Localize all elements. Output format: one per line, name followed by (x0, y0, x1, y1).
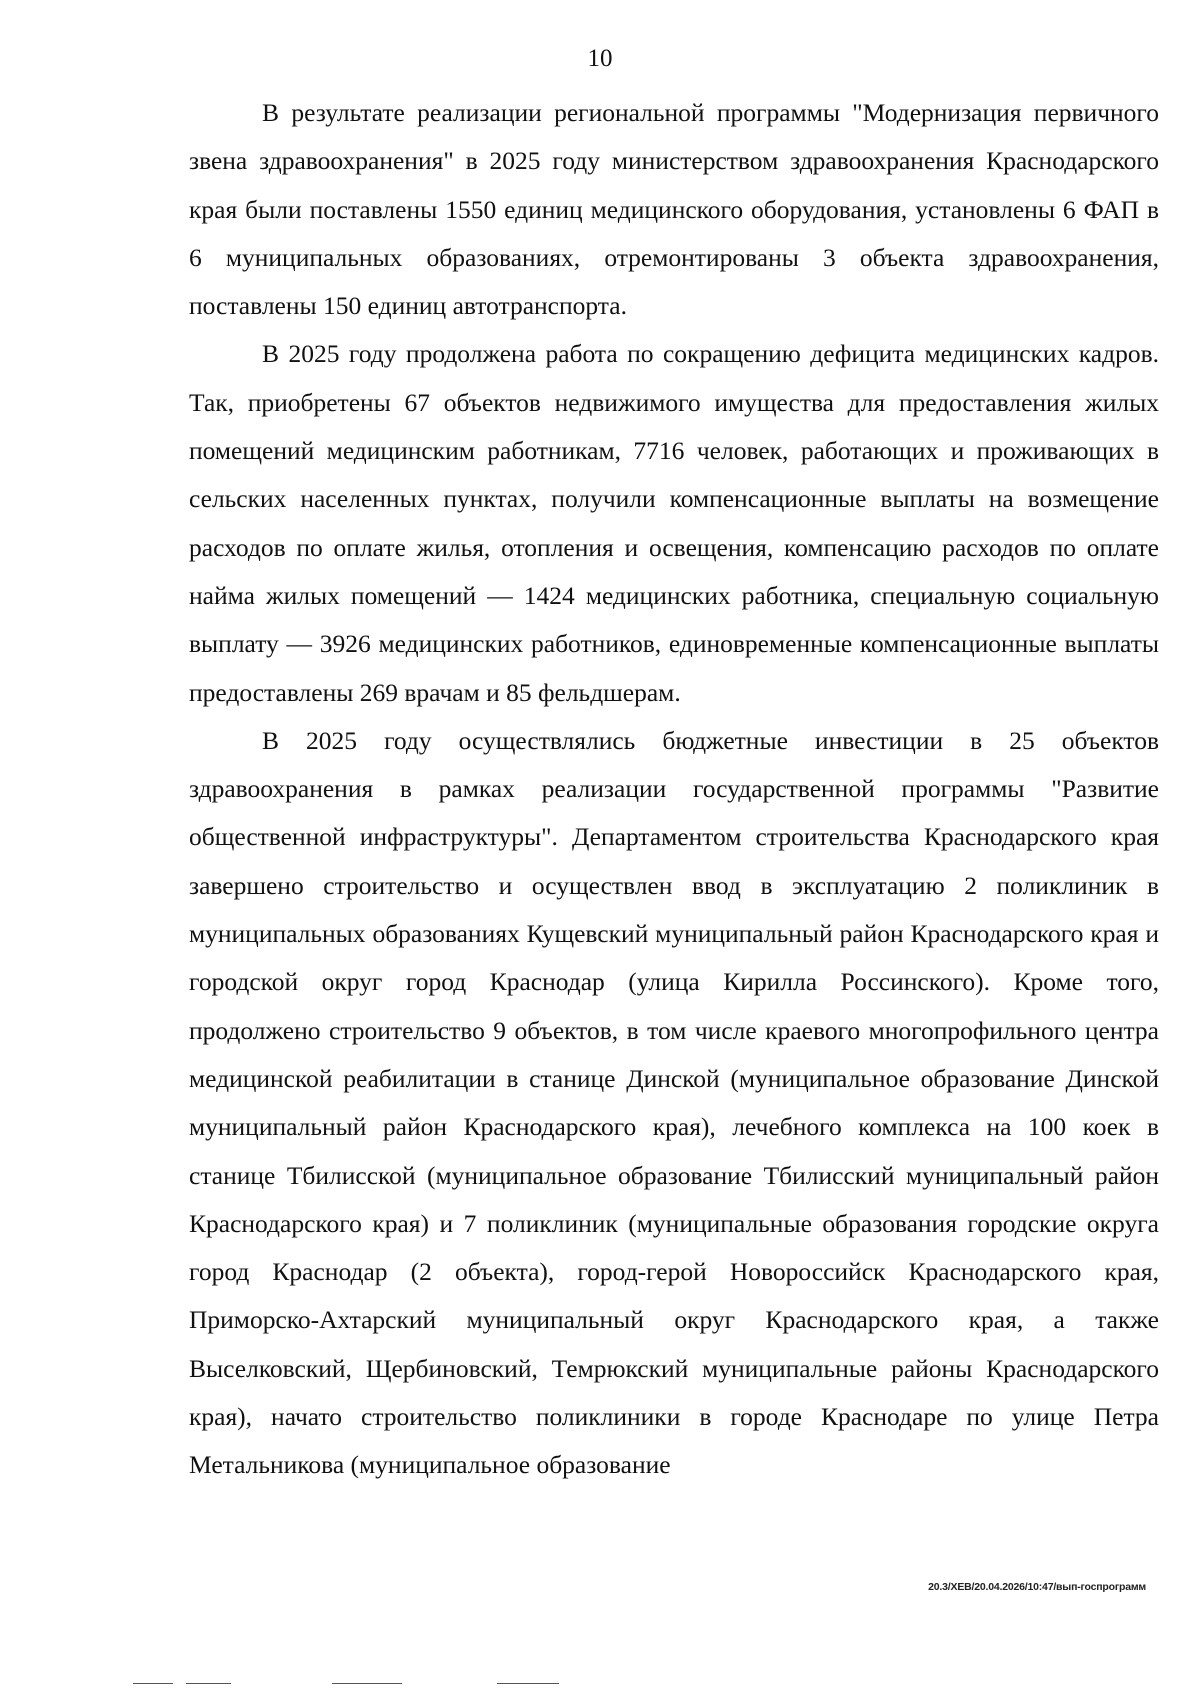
document-body (189, 89, 1159, 1490)
page-number: 10 (587, 45, 613, 72)
scan-mark (332, 1683, 402, 1684)
paragraph-equipment: В результате реализации региональной программы "Модернизация первичного звена здравоохранения" в 2025 году министерством здравоохранения Краснодарского края были поставлены 1550 единиц медицинского оборудования, установлены 6 ФАП в 6 муниципальных образованиях, отремонтированы 3 объекта здравоохранения, поставлены 150 единиц автотранспорта. (189, 98, 1159, 321)
paragraph-investments: В 2025 году осуществлялись бюджетные инвестиции в 25 объектов здравоохранения в рамках реализации государственной программы "Развитие общественной инфраструктуры". Департаментом строительства Краснодарского края завершено строительство и осуществлен ввод в эксплуатацию 2 поликлиник в муниципальных образованиях Кущевский муниципальный район Краснодарского края и городской округ город Краснодар (улица Кирилла Россинского). Кроме того, продолжено строительство 9 объектов, в том числе краевого многопрофильного центра медицинской реабилитации в станице Динской (муниципальное образование Динской муниципальный район Краснодарского края), лечебного комплекса на 100 коек в станице Тбилисской (муниципальное образование Тбилисский муниципальный район Краснодарского края) и 7 поликлиник (муниципальные образования городские округа город Краснодар (2 объекта), город-герой Новороссийск Краснодарского края, Приморско-Ахтарский муниципальный округ Краснодарского края, а также Выселковский, Щербиновский, Темрюкский муниципальные районы Краснодарского края), начато строительство поликлиники в городе Краснодаре по улице Петра Метальникова (муниципальное образование (189, 725, 1159, 1480)
document-footer-code: 20.3/ХЕВ/20.04.2026/10:47/вып-госпрограмм (928, 1581, 1146, 1593)
scan-mark (133, 1683, 173, 1684)
paragraph-medical-staff: В 2025 году продолжена работа по сокращению дефицита медицинских кадров. Так, приобретены 67 объектов недвижимого имущества для предоставления жилых помещений медицинским работникам, 7716 человек, работающих и проживающих в сельских населенных пунктах, получили компенсационные выплаты на возмещение расходов по оплате жилья, отопления и освещения, компенсацию расходов по оплате найма жилых помещений — 1424 медицинских работника, специальную социальную выплату — 3926 медицинских работников, единовременные компенсационные выплаты предоставлены 269 врачам и 85 фельдшерам. (189, 339, 1159, 707)
scan-edge-marks (0, 1683, 1200, 1687)
scan-mark (497, 1683, 559, 1684)
scan-mark (186, 1683, 231, 1684)
